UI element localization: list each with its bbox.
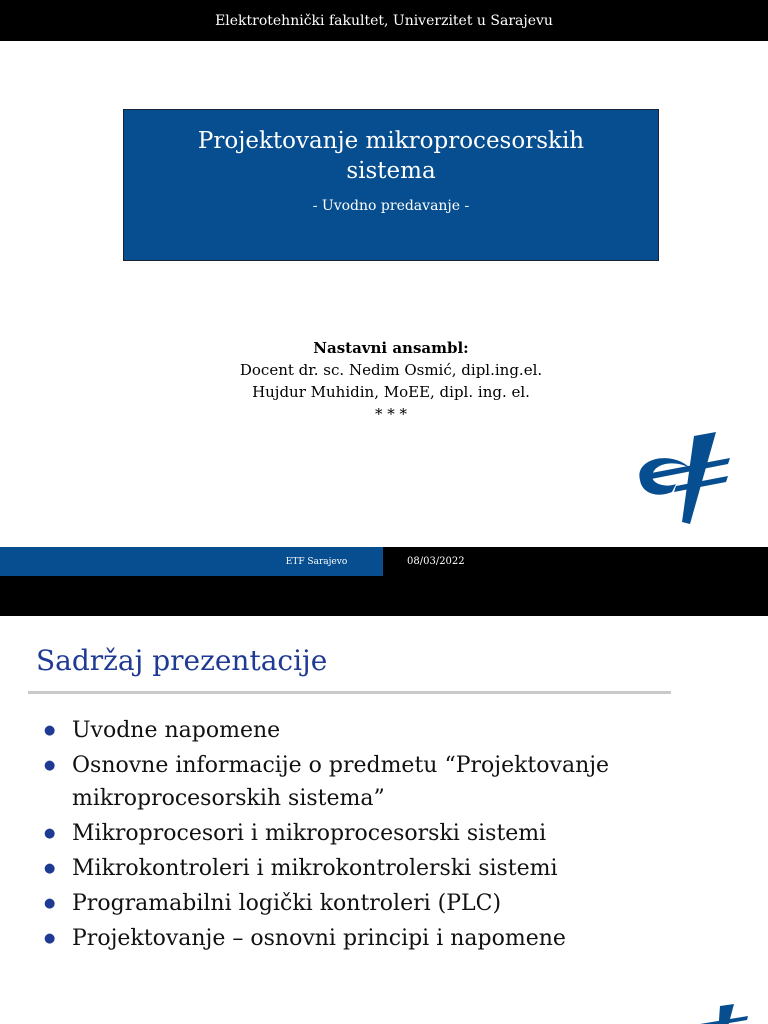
list-item-text: Mikroprocesori i mikroprocesorski sistemi xyxy=(72,821,547,846)
slide-footer xyxy=(0,547,768,576)
list-item xyxy=(44,922,684,955)
round-bullet-icon: ● xyxy=(44,723,56,738)
list-item xyxy=(44,714,684,747)
list-item-text: Programabilni logički kontroleri (PLC) xyxy=(72,891,502,916)
contents-slide xyxy=(0,616,768,1024)
list-item-text: Projektovanje – osnovni principi i napomene xyxy=(72,926,566,951)
round-bullet-icon: ● xyxy=(44,931,56,946)
list-item-text: Mikrokontroleri i mikrokontrolerski sistemi xyxy=(72,856,558,881)
etf-logo-icon xyxy=(690,1004,750,1024)
faculty-name: Elektrotehnički fakultet, Univerzitet u Sarajevu xyxy=(215,12,553,29)
title-box xyxy=(123,109,659,261)
team-member: Docent dr. sc. Nedim Osmić, dipl.ing.el. xyxy=(239,361,543,379)
round-bullet-icon: ● xyxy=(44,896,56,911)
slide-header xyxy=(0,0,768,41)
footer-date: 08/03/2022 xyxy=(407,556,465,567)
team-member: Hujdur Muhidin, MoEE, dipl. ing. el. xyxy=(252,383,530,401)
list-item-text: Osnovne informacije o predmetu “Projektovanje mikroprocesorskih sistema” xyxy=(72,753,610,811)
round-bullet-icon: ● xyxy=(44,861,56,876)
teaching-team xyxy=(0,337,768,425)
title-divider xyxy=(28,691,671,694)
list-item xyxy=(44,817,684,850)
list-item xyxy=(44,852,684,885)
contents-list xyxy=(44,714,684,957)
team-heading: Nastavni ansambl: xyxy=(313,339,469,357)
footer-left-band xyxy=(0,547,383,576)
etf-logo-icon xyxy=(632,428,736,528)
list-item xyxy=(44,749,684,815)
presentation-subtitle: - Uvodno predavanje - xyxy=(312,198,470,214)
round-bullet-icon: ● xyxy=(44,758,56,773)
team-member: * * * xyxy=(374,405,408,423)
list-item-text: Uvodne napomene xyxy=(72,718,281,743)
contents-title: Sadržaj prezentacije xyxy=(36,644,328,677)
footer-organization: ETF Sarajevo xyxy=(285,556,348,567)
presentation-title: Projektovanje mikroprocesorskih sistema xyxy=(197,128,585,184)
list-item xyxy=(44,887,684,920)
round-bullet-icon: ● xyxy=(44,826,56,841)
